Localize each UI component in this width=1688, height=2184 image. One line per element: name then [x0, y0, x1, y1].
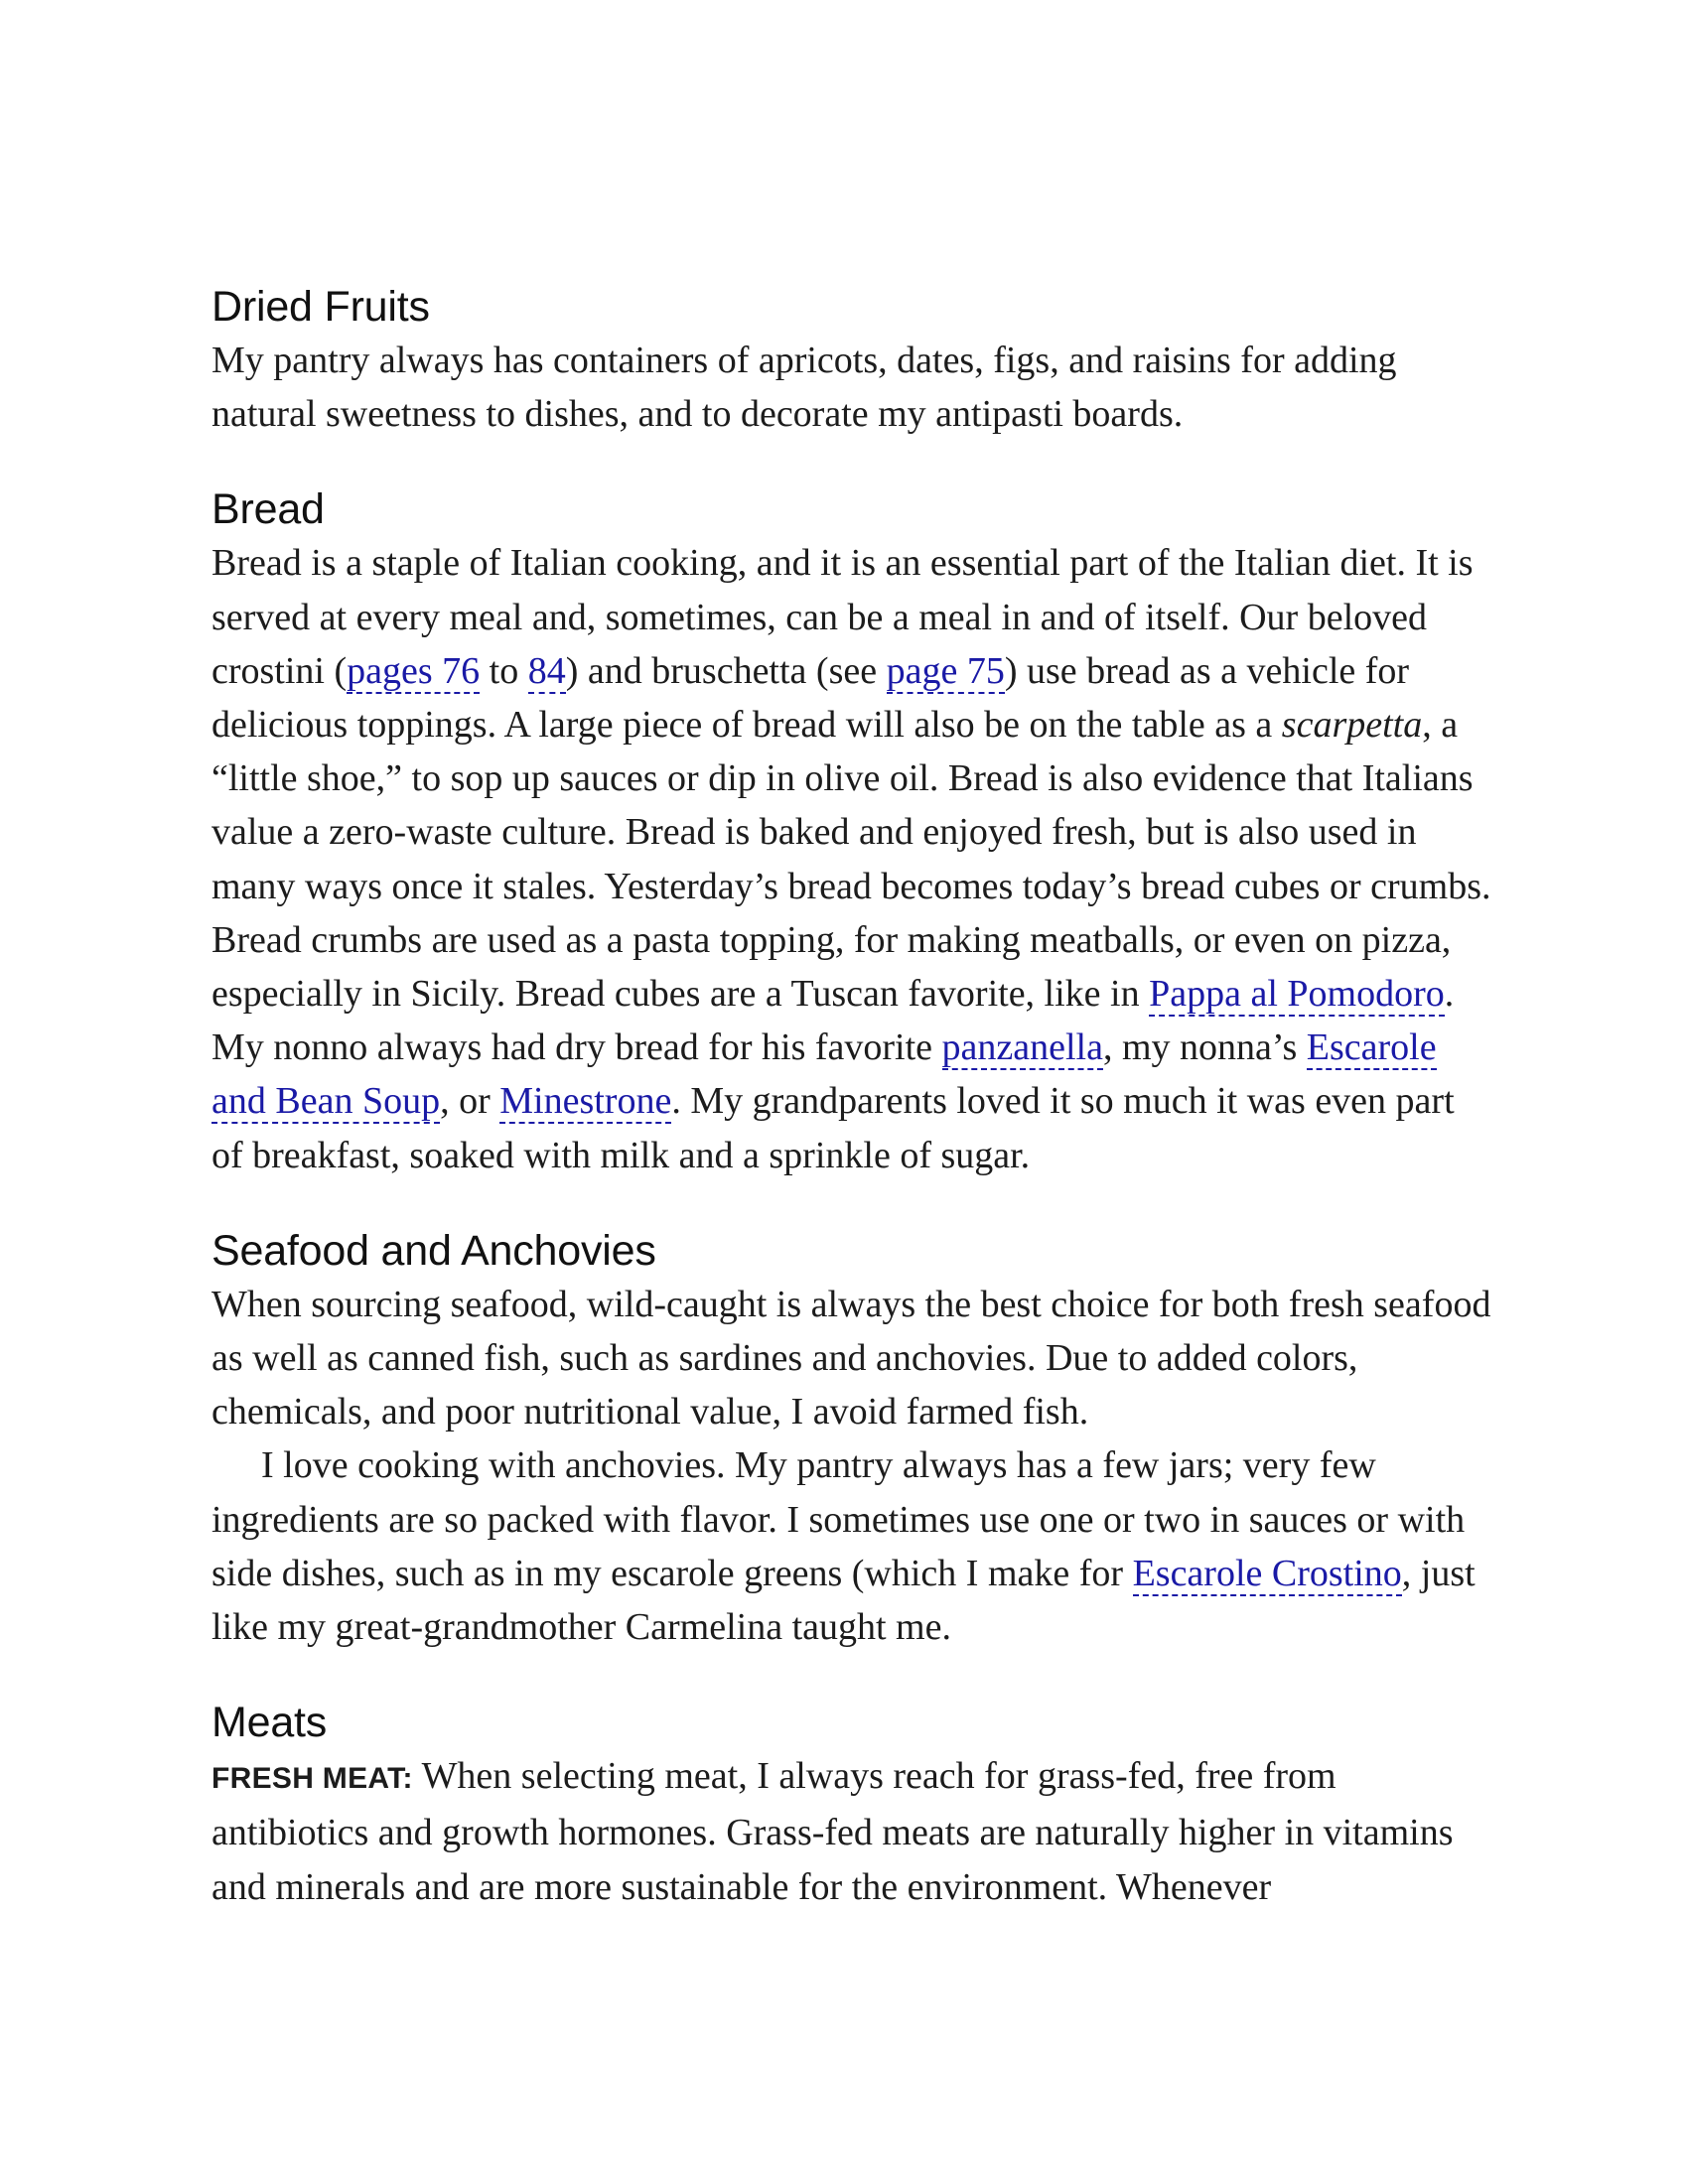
section-dried-fruits [211, 280, 1492, 441]
heading-bread: Bread [211, 485, 325, 534]
text-run: , a “little shoe,” to sop up sauces or dip in olive oil. Bread is also evidence that Italians value a zero-waste culture. Bread is baked and enjoyed fresh, but is also used in many ways once it stales. Yesterday’s bread becomes today’s bread cubes or crumbs. Bread crumbs are used as a pasta topping, for making meatballs, or even on pizza, especially in Sicily. Bread cubes are a Tuscan favorite, like in [211, 704, 1491, 1016]
link-pages-76[interactable]: pages 76 [347, 649, 481, 692]
text-run: . My grandparents loved it so much it was even part of breakfast, soaked with milk and a sprinkle of sugar. [211, 1080, 1455, 1176]
text-run: , just like my great-grandmother Carmelina taught me. [211, 1552, 1476, 1649]
text-run: I love cooking with anchovies. My pantry always has a few jars; very few ingredients are so packed with flavor. I sometimes use one or two in sauces or with side dishes, such as in my escarole greens (which I make for [211, 1444, 1466, 1594]
section-seafood [211, 1224, 1492, 1654]
paragraph-bread [211, 536, 1492, 1181]
page-content [211, 280, 1492, 1956]
text-run: . My nonno always had dry bread for his favorite [211, 973, 1455, 1069]
text-run: ) and bruschetta (see [565, 649, 887, 692]
emphasis-scarpetta: scarpetta [1281, 704, 1423, 747]
section-meats [211, 1696, 1492, 1914]
paragraph-meats [211, 1749, 1492, 1914]
link-pappa-al-pomodoro[interactable]: Pappa al Pomodoro [1149, 973, 1445, 1016]
text-run: When selecting meat, I always reach for grass-fed, free from antibiotics and growth hormones. Grass-fed meats are naturally higher in vitamins and minerals and are more sustainable for the environment. Whenever [211, 1755, 1454, 1908]
text-run: , or [440, 1080, 500, 1123]
link-page-84[interactable]: 84 [527, 649, 566, 692]
link-page-75[interactable]: page 75 [886, 649, 1005, 692]
text-run: ) use bread as a vehicle for delicious toppings. A large piece of bread will also be on the table as a [211, 649, 1410, 747]
link-escarole-crostino[interactable]: Escarole Crostino [1132, 1552, 1402, 1594]
text-run: Bread is a staple of Italian cooking, and it is an essential part of the Italian diet. It is served at every meal and, sometimes, can be a meal in and of itself. Our beloved crostini ( [211, 542, 1474, 692]
heading-seafood: Seafood and Anchovies [211, 1226, 656, 1275]
paragraph-seafood-2 [211, 1438, 1492, 1654]
heading-meats: Meats [211, 1699, 328, 1747]
link-minestrone[interactable]: Minestrone [499, 1080, 672, 1123]
lead-fresh-meat: FRESH MEAT: [211, 1762, 413, 1796]
paragraph-seafood-1: When sourcing seafood, wild-caught is always the best choice for both fresh seafood as well as canned fish, such as sardines and anchovies. Due to added colors, chemicals, and poor nutritional value, I avoid farmed fish. [211, 1283, 1491, 1433]
link-escarole-bean-soup[interactable]: Escarole and Bean Soup [211, 1026, 1437, 1123]
paragraph-dried-fruits: My pantry always has containers of apricots, dates, figs, and raisins for adding natural sweetness to dishes, and to decorate my antipasti boards. [211, 340, 1397, 436]
heading-dried-fruits: Dried Fruits [211, 283, 430, 331]
link-panzanella[interactable]: panzanella [941, 1026, 1103, 1069]
text-run: to [480, 649, 528, 692]
text-run: , my nonna’s [1102, 1026, 1307, 1069]
section-bread [211, 482, 1492, 1181]
